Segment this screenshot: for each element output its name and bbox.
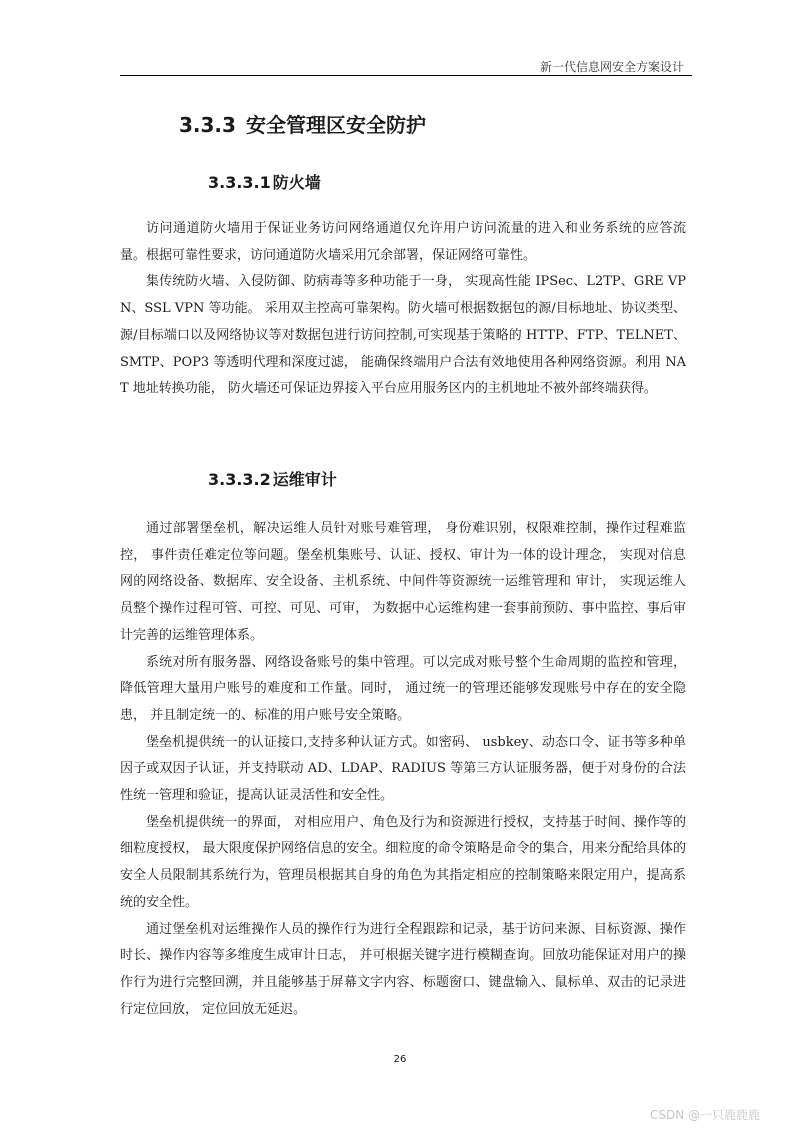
subsection-heading-ops-audit <box>208 467 337 490</box>
subsection-number: 3.3.3.1 <box>208 173 271 192</box>
subsection-title: 防火墙 <box>272 173 321 192</box>
body-paragraph: 通过堡垒机对运维操作人员的操作行为进行全程跟踪和记录，基于访问来源、目标资源、操作时长、操作内容等多维度生成审计日志， 并可根据关键字进行模糊查询。回放功能保证对用户的操作行为进行完整回溯，并且能够基于屏幕文字内容、标题窗口、键盘输入、鼠标单、双击的记录进行定位回放， 定位回放无延迟。 <box>120 921 686 1017</box>
firewall-body <box>120 216 686 403</box>
body-paragraph: 通过部署堡垒机，解决运维人员针对账号难管理， 身份难识别，权限难控制，操作过程难监控， 事件责任难定位等问题。堡垒机集账号、认证、授权、审计为一体的设计理念， 实现对信息网的网络设备、数据库、安全设备、主机系统、中间件等资源统一运维管理和 审计， 实现运维人员整个操作过程可管、可控、可见、可审， 为数据中心运维构建一套事前预防、事中监控、事后审计完善的运维管理体系。 <box>120 521 686 643</box>
subsection-number: 3.3.3.2 <box>208 470 271 489</box>
page-number: 26 <box>393 1054 407 1065</box>
subsection-title: 运维审计 <box>272 470 337 489</box>
section-title: 安全管理区安全防护 <box>245 113 426 137</box>
body-paragraph: 系统对所有服务器、网络设备账号的集中管理。可以完成对账号整个生命周期的监控和管理，降低管理大量用户账号的难度和工作量。同时， 通过统一的管理还能够发现账号中存在的安全隐患， 并且制定统一的、标准的用户账号安全策略。 <box>120 654 686 723</box>
body-paragraph: 堡垒机提供统一的界面， 对相应用户、角色及行为和资源进行授权，支持基于时间、操作等的细粒度授权， 最大限度保护网络信息的安全。细粒度的命令策略是命令的集合，用来分配给具体的安全人员限制其系统行为，管理员根据其自身的角色为其指定相应的控制策略来限定用户，提高系统的安全性。 <box>120 814 686 910</box>
subsection-heading-firewall <box>208 170 321 193</box>
section-number: 3.3.3 <box>179 113 236 137</box>
body-paragraph: 访问通道防火墙用于保证业务访问网络通道仅允许用户访问流量的进入和业务系统的应答流量。根据可靠性要求，访问通道防火墙采用冗余部署，保证网络可靠性。 <box>120 221 686 263</box>
watermark: CSDN @一只鹿鹿鹿 <box>649 1108 760 1122</box>
body-paragraph: 堡垒机提供统一的认证接口,支持多种认证方式。如密码、 usbkey、动态口令、证书等多种单因子或双因子认证，并支持联动 AD、LDAP、RADIUS 等第三方认证服务器，便于对身份的合法性统一管理和验证，提高认证灵活性和安全性。 <box>120 734 686 804</box>
ops-audit-body <box>120 516 686 1023</box>
header-divider <box>120 75 692 76</box>
section-heading <box>179 109 426 138</box>
body-paragraph: 集传统防火墙、入侵防御、防病毒等多种功能于一身， 实现高性能 IPSec、L2TP、GRE VPN、SSL VPN 等功能。 采用双主控高可靠架构。防火墙可根据数据包的源/目标地址、协议类型、源/目标端口以及网络协议等对数据包进行访问控制,可实现基于策略的 HTTP、FTP、TELNET、SMTP、POP3 等透明代理和深度过滤， 能确保终端用户合法有效地使用各种网络资源。利用 NAT 地址转换功能， 防火墙还可保证边界接入平台应用服务区内的主机地址不被外部终端获得。 <box>120 274 686 397</box>
running-header-title: 新一代信息网安全方案设计 <box>540 60 685 74</box>
